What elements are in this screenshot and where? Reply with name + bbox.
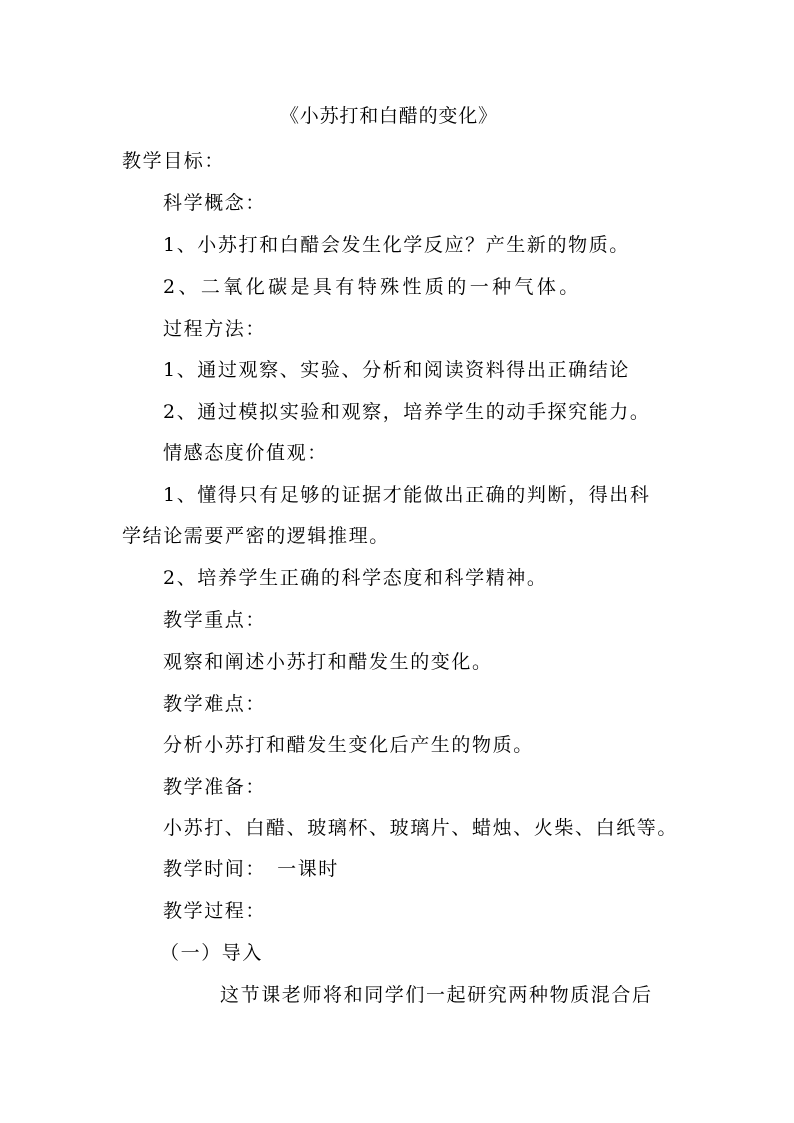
attitude-item-1-continued: 学结论需要严密的逻辑推理。 [122, 525, 390, 547]
concept-item-2: 2、二氧化碳是具有特殊性质的一种气体。 [163, 276, 582, 298]
heading-teaching-process: 教学过程： [163, 900, 267, 922]
difficult-point-text: 分析小苏打和醋发生变化后产生的物质。 [163, 734, 534, 756]
heading-difficult-points: 教学难点： [163, 693, 267, 715]
attitude-item-1: 1、懂得只有足够的证据才能做出正确的判断，得出科 [163, 484, 651, 506]
heading-key-points: 教学重点： [163, 609, 267, 631]
attitude-item-2: 2、培养学生正确的科学态度和科学精神。 [163, 567, 548, 589]
heading-teaching-goals: 教学目标： [122, 150, 226, 172]
section-introduction: （一）导入 [160, 942, 264, 964]
subheading-attitudes-values: 情感态度价值观： [163, 442, 328, 464]
subheading-science-concepts: 科学概念： [163, 192, 267, 214]
document-title: 《小苏打和白醋的变化》 [280, 105, 498, 127]
method-item-2: 2、通过模拟实验和观察，培养学生的动手探究能力。 [163, 401, 651, 423]
method-item-1: 1、通过观察、实验、分析和阅读资料得出正确结论 [163, 359, 630, 381]
concept-item-1: 1、小苏打和白醋会发生化学反应？产生新的物质。 [163, 234, 630, 256]
key-point-text: 观察和阐述小苏打和醋发生的变化。 [163, 651, 493, 673]
preparation-text: 小苏打、白醋、玻璃杯、玻璃片、蜡烛、火柴、白纸等。 [163, 817, 679, 839]
introduction-paragraph: 这节课老师将和同学们一起研究两种物质混合后 [220, 984, 653, 1006]
subheading-process-methods: 过程方法： [163, 318, 267, 340]
teaching-time: 教学时间： 一课时 [163, 858, 339, 880]
heading-preparation: 教学准备： [163, 776, 267, 798]
